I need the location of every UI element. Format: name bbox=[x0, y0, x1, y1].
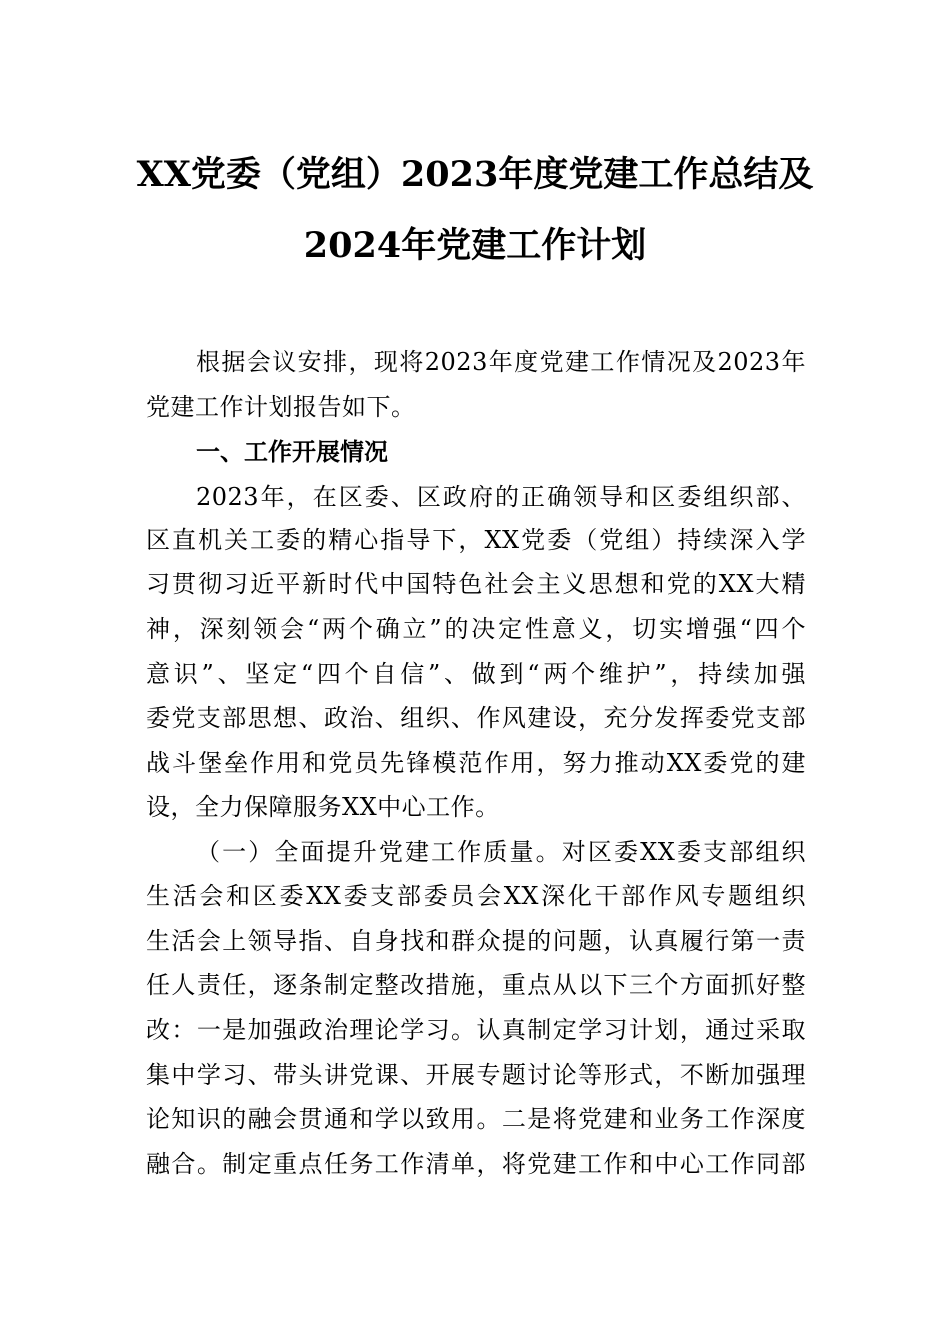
paragraph-line: 论知识的融会贯通和学以致用。二是将党建和业务工作深度 bbox=[146, 1105, 806, 1133]
intro-line: 党建工作计划报告如下。 bbox=[146, 393, 416, 421]
paragraph-line: 习贯彻习近平新时代中国特色社会主义思想和党的XX大精 bbox=[146, 570, 806, 598]
paragraph-line: 战斗堡垒作用和党员先锋模范作用，努力推动XX委党的建 bbox=[146, 749, 806, 777]
paragraph-line: 2023年，在区委、区政府的正确领导和区委组织部、 bbox=[196, 483, 806, 511]
paragraph-line: 融合。制定重点任务工作清单，将党建工作和中心工作同部 bbox=[146, 1150, 806, 1178]
paragraph-line: 生活会和区委XX委支部委员会XX深化干部作风专题组织 bbox=[146, 882, 806, 910]
section-heading: 一、工作开展情况 bbox=[196, 437, 388, 466]
paragraph-line: 任人责任，逐条制定整改措施，重点从以下三个方面抓好整 bbox=[146, 971, 806, 999]
document-title-line-1: XX党委（党组）2023年度党建工作总结及 bbox=[136, 154, 814, 195]
paragraph-line: 生活会上领导指、自身找和群众提的问题，认真履行第一责 bbox=[146, 927, 806, 955]
paragraph-line: 设，全力保障服务XX中心工作。 bbox=[146, 793, 500, 821]
paragraph-line: 委党支部思想、政治、组织、作风建设，充分发挥委党支部 bbox=[146, 704, 806, 732]
paragraph-line: 神，深刻领会“两个确立”的决定性意义，切实增强“四个 bbox=[146, 615, 806, 643]
paragraph-line: （一）全面提升党建工作质量。对区委XX委支部组织 bbox=[196, 838, 806, 866]
paragraph-line: 意识”、坚定“四个自信”、做到“两个维护”，持续加强 bbox=[146, 660, 806, 688]
paragraph-line: 区直机关工委的精心指导下，XX党委（党组）持续深入学 bbox=[146, 526, 806, 554]
intro-line: 根据会议安排，现将2023年度党建工作情况及2023年 bbox=[196, 348, 806, 376]
document-title-line-2: 2024年党建工作计划 bbox=[303, 225, 647, 266]
paragraph-line: 改：一是加强政治理论学习。认真制定学习计划，通过采取 bbox=[146, 1016, 806, 1044]
paragraph-line: 集中学习、带头讲党课、开展专题讨论等形式，不断加强理 bbox=[146, 1061, 806, 1089]
